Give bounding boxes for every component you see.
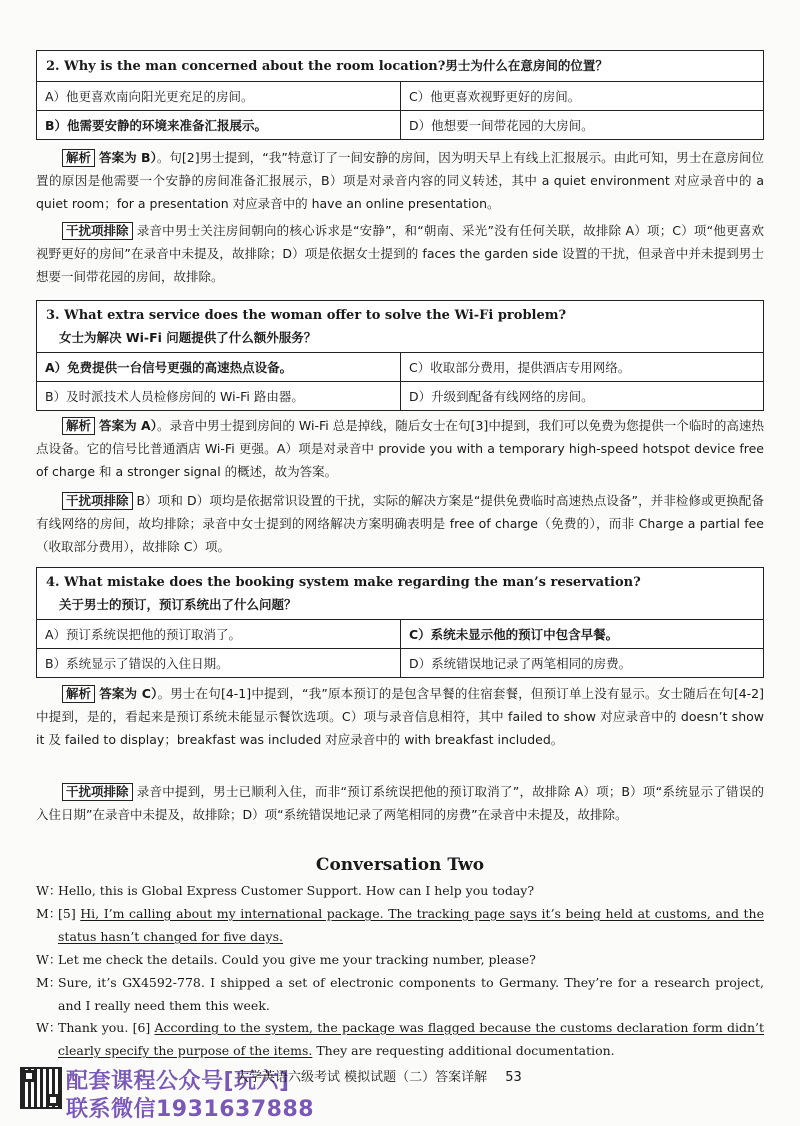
option-c: C）收取部分费用，提供酒店专用网络。 [400, 353, 763, 381]
option-b: B）及时派技术人员检修房间的 Wi-Fi 路由器。 [45, 389, 304, 404]
distractor-text: B）项和 D）项均是依据常识设置的干扰，实际的解决方案是“提供免费临时高速热点设备”，并非检修或更换配备有线网络的房间，故均排除；录音中女士提到的网络解决方案明确表明是 free of charge（免费的），而非 Charge a partial fee（收取部分费用），故排除 C）项。 [36, 493, 764, 554]
option-row [37, 648, 763, 677]
page-footer [236, 1066, 522, 1085]
speaker-label: M： [36, 975, 62, 990]
analysis-text: 。句[2]男士提到，“我”特意订了一间安静的房间，因为明天早上有线上汇报展示。由此可知，男士在意房间位置的原因是他需要一个安静的房间准备汇报展示，B）项是对录音内容的同义转述，其中 a quiet environment 对应录音中的 a quiet room；for a presentation 对应录音中的 have an online presentation。 [36, 150, 764, 211]
option-row [37, 353, 763, 381]
option-a: A）预订系统误把他的预订取消了。 [45, 627, 242, 642]
dialogue-line [36, 948, 764, 971]
option-c-correct: C）系统未显示他的预订中包含早餐。 [400, 620, 763, 648]
qr-code-icon [20, 1067, 62, 1109]
option-a-correct: A）免费提供一台信号更强的高速热点设备。 [45, 360, 293, 375]
question-text-en: 4. What mistake does the booking system make regarding the man’s reservation? [46, 575, 641, 590]
analysis-tag: 解析 [62, 417, 95, 435]
dialogue-text-plain: Hello, this is Global Express Customer Support. How can I help you today? [58, 883, 535, 898]
underlined-key-sentence: According to the system, the package was flagged because the customs declaration form didn’t clearly specify the purpose of the items. [58, 1020, 764, 1058]
dialogue-line [36, 1016, 764, 1062]
analysis-paragraph-3 [36, 414, 764, 483]
option-row [37, 620, 763, 648]
watermark-line-1: 配套课程公众号[玩六] [66, 1069, 290, 1094]
speaker-label: W： [36, 952, 62, 967]
underlined-key-sentence: Hi, I’m calling about my international package. The tracking page says it’s being held at customs, and the status hasn’t changed for five days. [58, 906, 764, 944]
answer-label: 答案为 C） [99, 686, 158, 701]
question-text-zh: 女士为解决 Wi-Fi 问题提供了什么额外服务？ [59, 330, 317, 345]
option-b-correct: B）他需要安静的环境来准备汇报展示。 [45, 118, 268, 133]
option-b: B）系统显示了错误的入住日期。 [45, 656, 229, 671]
distractor-paragraph-3 [36, 489, 764, 558]
distractor-tag: 干扰项排除 [62, 222, 133, 240]
analysis-tag: 解析 [62, 149, 95, 167]
option-row [37, 381, 763, 410]
question-text-en: 3. What extra service does the woman offer to solve the Wi-Fi problem? [46, 308, 567, 323]
distractor-text: 录音中提到，男士已顺利入住，而非“预订系统误把他的预订取消了”，故排除 A）项；B）项“系统显示了错误的入住日期”在录音中未提及，故排除；D）项“系统错误地记录了两笔相同的房费”在录音中未提及，故排除。 [36, 784, 764, 822]
question-box-2 [36, 50, 764, 140]
distractor-tag: 干扰项排除 [62, 492, 133, 510]
watermark-line-2: 联系微信1931637888 [66, 1097, 315, 1122]
page-number: 53 [505, 1070, 522, 1085]
speaker-label: M： [36, 906, 62, 921]
question-text-zh: 男士为什么在意房间的位置？ [445, 58, 608, 73]
answer-label: 答案为 A） [99, 418, 158, 433]
option-a: A）他更喜欢南向阳光更充足的房间。 [45, 89, 254, 104]
distractor-text: 录音中男士关注房间朝向的核心诉求是“安静”，和“朝南、采光”没有任何关联，故排除 A）项；C）项“他更喜欢视野更好的房间”在录音中未提及，故排除；D）项是依据女士提到的 faces the garden side 设置的干扰，但录音中并未提到男士想要一间带花园的房间，故排除。 [36, 223, 764, 284]
dialogue-text [58, 879, 764, 902]
question-title [37, 301, 763, 353]
option-c: C）他更喜欢视野更好的房间。 [400, 82, 763, 110]
option-row [37, 82, 763, 110]
conversation-title: Conversation Two [315, 855, 485, 875]
option-d: D）他想要一间带花园的大房间。 [400, 111, 763, 139]
question-box-3 [36, 300, 764, 411]
speaker-label: W： [36, 1020, 62, 1035]
question-box-4 [36, 567, 764, 678]
analysis-text: 。录音中男士提到房间的 Wi-Fi 总是掉线，随后女士在句[3]中提到，我们可以免费为您提供一个临时的高速热点设备。它的信号比普通酒店 Wi-Fi 更强。A）项是对录音中 provide you with a temporary high-speed hotspot device free of charge 和 a stronger signal 的概述，故为答案。 [36, 418, 764, 479]
option-d: D）升级到配备有线网络的房间。 [400, 382, 763, 410]
dialogue-text-plain: Sure, it’s GX4592-778. I shipped a set of electronic components to Germany. They’re for a research project, and I really need them this week. [58, 975, 764, 1013]
question-text-zh: 关于男士的预订，预订系统出了什么问题？ [59, 597, 297, 612]
question-title [37, 568, 763, 620]
question-text-en: 2. Why is the man concerned about the room location? [46, 59, 446, 74]
analysis-paragraph-4 [36, 682, 764, 751]
dialogue-text [58, 948, 764, 971]
option-row [37, 110, 763, 139]
dialogue-line [36, 902, 764, 948]
dialogue-line [36, 879, 764, 902]
speaker-label: W： [36, 883, 62, 898]
answer-label: 答案为 B） [99, 150, 157, 165]
sentence-marker: Thank you. [6] [58, 1020, 155, 1035]
option-d: D）系统错误地记录了两笔相同的房费。 [400, 649, 763, 677]
question-title [37, 51, 763, 82]
analysis-paragraph-2 [36, 146, 764, 215]
analysis-tag: 解析 [62, 685, 95, 703]
distractor-paragraph-4 [36, 780, 764, 826]
dialogue-line [36, 971, 764, 1017]
dialogue-text-plain: Let me check the details. Could you give me your tracking number, please? [58, 952, 536, 967]
dialogue-text [58, 902, 764, 948]
distractor-tag: 干扰项排除 [62, 783, 133, 801]
distractor-paragraph-2 [36, 219, 764, 288]
dialogue-text [58, 1016, 764, 1062]
sentence-marker: [5] [58, 906, 81, 921]
footer-title: 大学英语六级考试 模拟试题（二）答案详解 [236, 1070, 488, 1085]
analysis-text: 。男士在句[4-1]中提到，“我”原本预订的是包含早餐的住宿套餐，但预订单上没有显示。女士随后在句[4-2]中提到，是的，看起来是预订系统未能显示餐饮选项。C）项与录音信息相符，其中 failed to show 对应录音中的 doesn’t show it 及 failed to display；breakfast was included 对应录音中的 with breakfast included。 [36, 686, 764, 747]
dialogue-text-plain: They are requesting additional documentation. [312, 1043, 615, 1058]
dialogue-text [58, 971, 764, 1017]
